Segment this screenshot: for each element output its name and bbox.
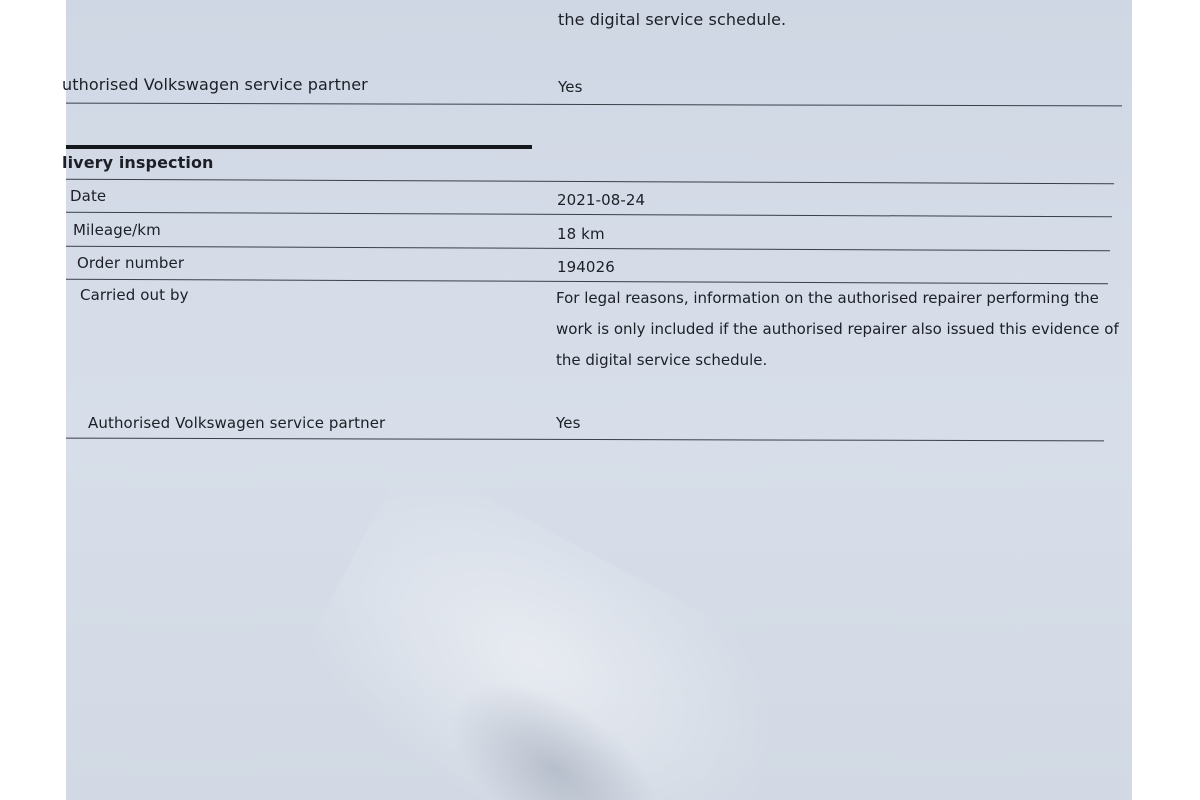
- carried-out-by-line: the digital service schedule.: [556, 351, 768, 369]
- order-number-label: Order number: [77, 254, 185, 272]
- partner-label-top: uthorised Volkswagen service partner: [62, 75, 368, 94]
- carried-out-by-label: Carried out by: [80, 286, 189, 304]
- section-title: livery inspection: [62, 153, 214, 172]
- carried-out-by-text: [556, 283, 1119, 376]
- partner-value-top: Yes: [558, 78, 583, 96]
- section-heading-bar: [66, 145, 532, 149]
- carried-out-by-line: For legal reasons, information on the authorised repairer performing the: [556, 289, 1099, 307]
- partner-value: Yes: [556, 414, 581, 432]
- mileage-label: Mileage/km: [73, 221, 161, 239]
- document-page: [66, 0, 1132, 800]
- carried-out-by-line: work is only included if the authorised repairer also issued this evidence of: [556, 320, 1119, 338]
- date-value: 2021-08-24: [557, 191, 646, 209]
- continuation-text: the digital service schedule.: [558, 10, 787, 29]
- partner-label: Authorised Volkswagen service partner: [88, 414, 386, 432]
- order-number-value: 194026: [557, 258, 615, 276]
- mileage-value: 18 km: [557, 225, 605, 243]
- date-label: Date: [70, 187, 107, 205]
